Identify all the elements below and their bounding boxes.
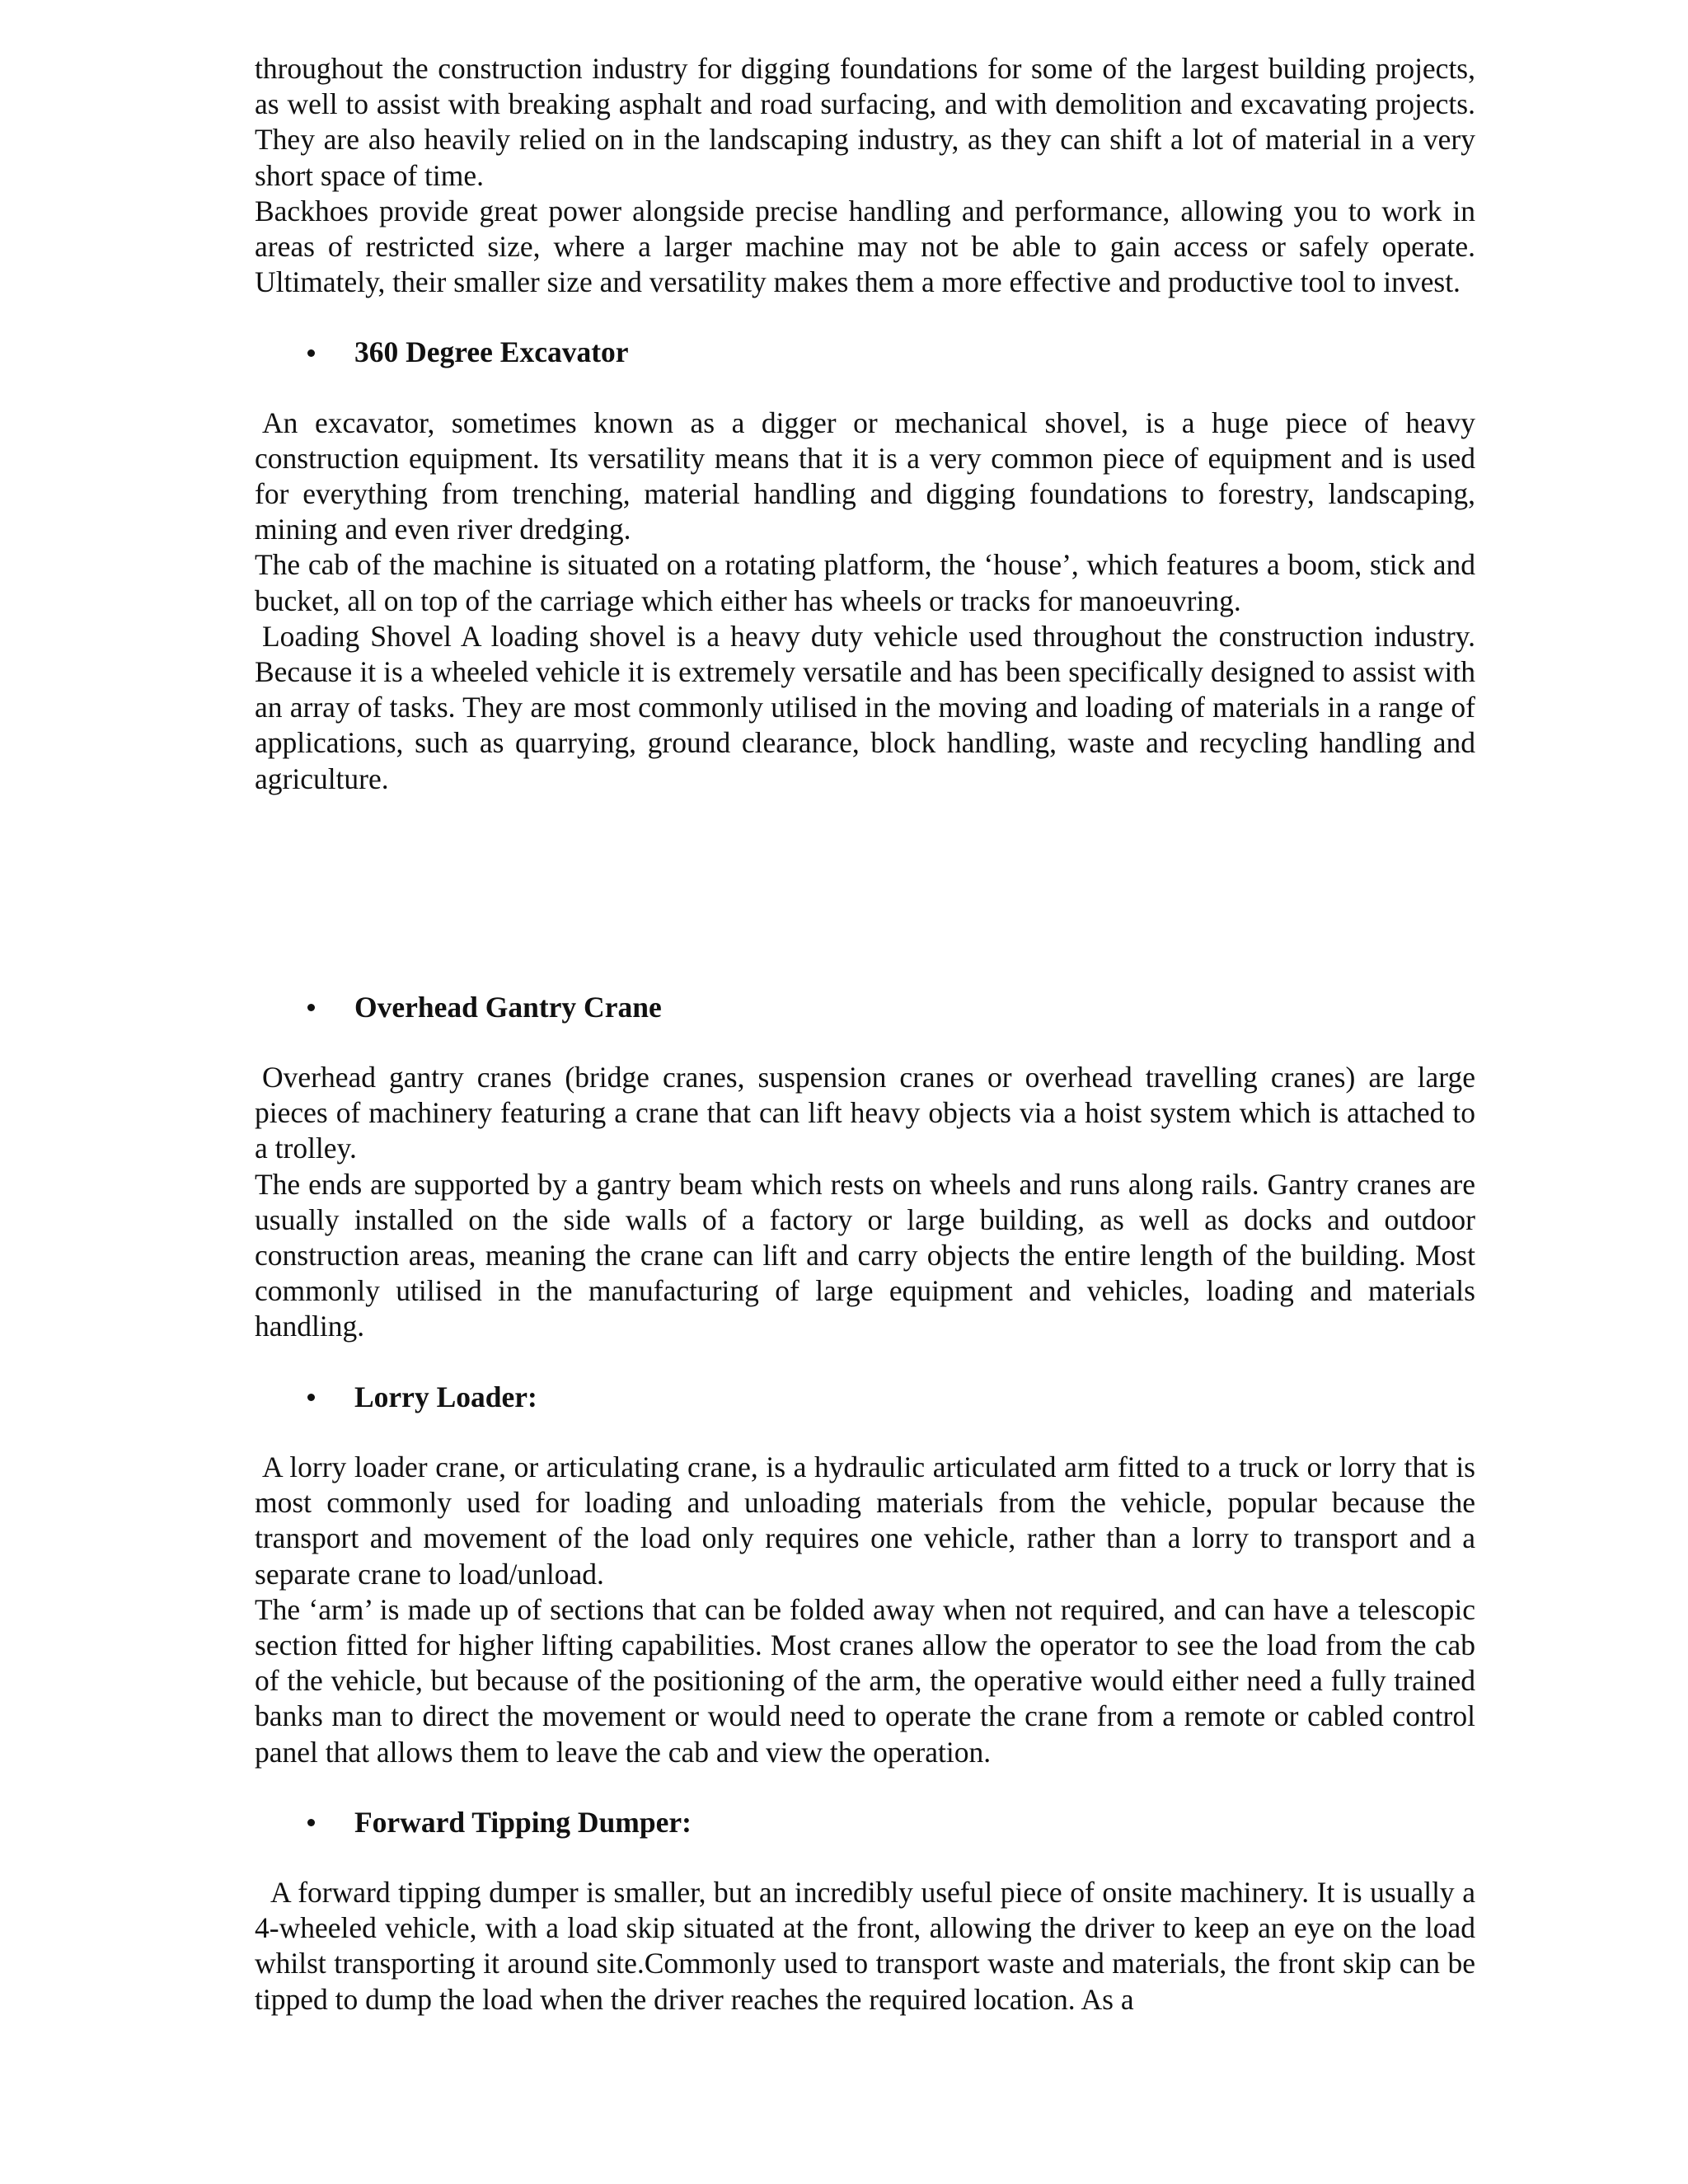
excavator-heading-text: 360 Degree Excavator — [354, 335, 629, 369]
dumper-paragraph-1: A forward tipping dumper is smaller, but an incredibly useful piece of onsite machinery. It is usually a 4-wheeled vehicle, with a load skip situated at the front, allowing the driver to keep an eye on the load whilst transporting it around site.Commonly used to transport waste and materials, the front skip can be tipped to dump the load when the driver reaches the required location. As a — [255, 1875, 1475, 2016]
bullet-icon — [307, 1394, 315, 1401]
gantry-heading — [255, 990, 1475, 1025]
bullet-icon — [307, 1819, 315, 1826]
lorry-paragraph-2: The ‘arm’ is made up of sections that can be folded away when not required, and can have a telescopic section fitted for higher lifting capabilities. Most cranes allow the operator to see the load from the cab of the vehicle, but because of the positioning of the arm, the operative would either need a fully trained banks man to direct the movement or would need to operate the crane from a remote or cabled control panel that allows them to leave the cab and view the operation. — [255, 1592, 1475, 1769]
dumper-heading — [255, 1805, 1475, 1840]
lorry-heading — [255, 1380, 1475, 1415]
intro-paragraph-2: Backhoes provide great power alongside precise handling and performance, allowing you to work in areas of restricted size, where a larger machine may not be able to gain access or safely operate. Ultimately, their smaller size and versatility makes them a more effective and productive tool to invest. — [255, 194, 1475, 299]
bullet-icon — [307, 349, 315, 357]
gantry-heading-text: Overhead Gantry Crane — [354, 990, 662, 1024]
dumper-heading-text: Forward Tipping Dumper: — [354, 1805, 692, 1839]
excavator-paragraph-1: An excavator, sometimes known as a digger or mechanical shovel, is a huge piece of heavy construction equipment. Its versatility means that it is a very common piece of equipment and is used for everything from trenching, material handling and digging foundations to forestry, landscaping, mining and even river dredging. — [255, 405, 1475, 546]
excavator-paragraph-2: The cab of the machine is situated on a rotating platform, the ‘house’, which features a boom, stick and bucket, all on top of the carriage which either has wheels or tracks for manoeuvring. — [255, 548, 1475, 617]
loading-shovel-paragraph: Loading Shovel A loading shovel is a heavy duty vehicle used throughout the construction industry. Because it is a wheeled vehicle it is extremely versatile and has been specifically designed to assist with an array of tasks. They are most commonly utilised in the moving and loading of materials in a range of applications, such as quarrying, ground clearance, block handling, waste and recycling handling and agriculture. — [255, 619, 1475, 795]
excavator-heading — [255, 335, 1475, 370]
lorry-heading-text: Lorry Loader: — [354, 1380, 537, 1413]
bullet-icon — [307, 1004, 315, 1011]
gantry-paragraph-2: The ends are supported by a gantry beam which rests on wheels and runs along rails. Gantry cranes are usually installed on the side walls of a factory or large building, as well as docks and outdoor construction areas, meaning the crane can lift and carry objects the entire length of the building. Most commonly utilised in the manufacturing of large equipment and vehicles, loading and materials handling. — [255, 1167, 1475, 1343]
gantry-paragraph-1: Overhead gantry cranes (bridge cranes, suspension cranes or overhead travelling cranes) are large pieces of machinery featuring a crane that can lift heavy objects via a hoist system which is attached to a trolley. — [255, 1061, 1475, 1165]
lorry-paragraph-1: A lorry loader crane, or articulating crane, is a hydraulic articulated arm fitted to a truck or lorry that is most commonly used for loading and unloading materials from the vehicle, popular because the transport and movement of the load only requires one vehicle, rather than a lorry to transport and a separate crane to load/unload. — [255, 1450, 1475, 1591]
intro-paragraph-1: throughout the construction industry for digging foundations for some of the largest building projects, as well to assist with breaking asphalt and road surfacing, and with demolition and excavating projects. They are also heavily relied on in the landscaping industry, as they can shift a lot of material in a very short space of time. — [255, 52, 1475, 192]
document-page — [255, 51, 1475, 2018]
